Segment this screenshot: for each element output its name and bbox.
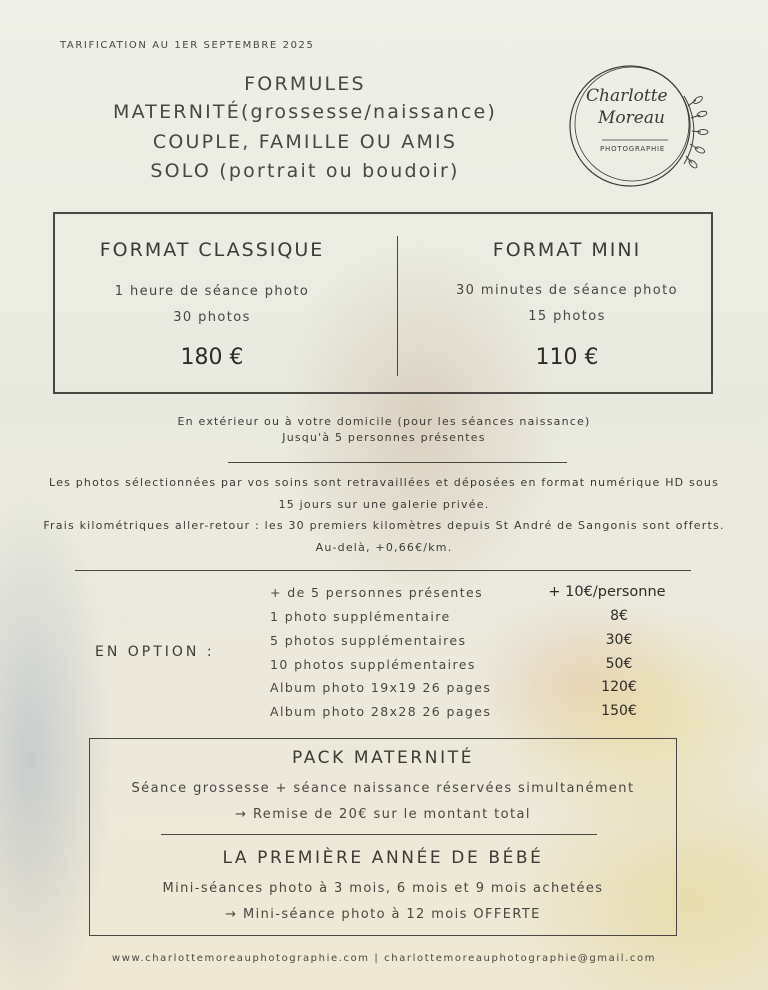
delivery-note-line2: 15 jours sur une galerie privée. bbox=[278, 498, 490, 511]
option-price: 50€ bbox=[605, 656, 633, 672]
option-price: + 10€/personne bbox=[548, 584, 666, 600]
baby-year-pack-offer: → Mini-séance photo à 12 mois OFFERTE bbox=[225, 907, 541, 922]
option-name: Album photo 28x28 26 pages bbox=[270, 704, 492, 719]
classic-format-duration: 1 heure de séance photo bbox=[114, 284, 310, 299]
logo-name-last: Moreau bbox=[598, 108, 665, 128]
option-name: Album photo 19x19 26 pages bbox=[270, 680, 492, 695]
option-price: 8€ bbox=[610, 608, 628, 624]
maternity-pack-title: PACK MATERNITÉ bbox=[291, 748, 475, 768]
options-label: EN OPTION : bbox=[95, 644, 215, 660]
people-note: Jusqu'à 5 personnes présentes bbox=[282, 431, 486, 444]
option-name: 1 photo supplémentaire bbox=[270, 609, 451, 624]
formula-maternity: MATERNITÉ(grossesse/naissance) bbox=[112, 101, 498, 123]
baby-year-pack-title: LA PREMIÈRE ANNÉE DE BÉBÉ bbox=[222, 848, 544, 868]
logo-tagline: PHOTOGRAPHIE bbox=[600, 145, 666, 153]
formula-couple-family: COUPLE, FAMILLE OU AMIS bbox=[152, 131, 458, 153]
mini-format-price: 110 € bbox=[535, 345, 599, 370]
logo-name-first: Charlotte bbox=[586, 86, 668, 106]
maternity-pack-discount: → Remise de 20€ sur le montant total bbox=[235, 807, 531, 822]
pricing-date-note: TARIFICATION AU 1ER SEPTEMBRE 2025 bbox=[60, 40, 315, 51]
classic-format-price: 180 € bbox=[180, 345, 244, 370]
mini-format-photos: 15 photos bbox=[528, 309, 606, 324]
location-note: En extérieur ou à votre domicile (pour les séances naissance) bbox=[177, 415, 591, 428]
divider bbox=[161, 834, 597, 835]
option-price: 30€ bbox=[605, 632, 633, 648]
formulas-heading: FORMULES bbox=[244, 73, 366, 95]
formats-divider bbox=[397, 236, 398, 376]
mini-format-title: FORMAT MINI bbox=[492, 239, 642, 261]
option-name: 10 photos supplémentaires bbox=[270, 657, 476, 672]
travel-fees-line1: Frais kilométriques aller-retour : les 30 premiers kilomètres depuis St André de Sangonis sont offerts. bbox=[43, 519, 725, 532]
option-name: 5 photos supplémentaires bbox=[270, 633, 467, 648]
option-name: + de 5 personnes présentes bbox=[270, 585, 484, 600]
option-price: 150€ bbox=[601, 703, 637, 719]
classic-format-photos: 30 photos bbox=[173, 310, 251, 325]
divider bbox=[75, 570, 691, 571]
delivery-note-line1: Les photos sélectionnées par vos soins sont retravaillées et déposées en format numérique HD sous bbox=[48, 476, 720, 489]
divider bbox=[228, 462, 567, 463]
option-price: 120€ bbox=[601, 679, 637, 695]
footer-contact: www.charlottemoreauphotographie.com | charlottemoreauphotographie@gmail.com bbox=[111, 953, 657, 964]
mini-format-duration: 30 minutes de séance photo bbox=[456, 283, 678, 298]
classic-format-title: FORMAT CLASSIQUE bbox=[99, 239, 325, 261]
maternity-pack-description: Séance grossesse + séance naissance réservées simultanément bbox=[131, 781, 635, 796]
travel-fees-line2: Au-delà, +0,66€/km. bbox=[315, 541, 453, 554]
formula-solo: SOLO (portrait ou boudoir) bbox=[150, 160, 460, 182]
brand-logo bbox=[556, 56, 720, 196]
baby-year-pack-description: Mini-séances photo à 3 mois, 6 mois et 9 mois achetées bbox=[162, 881, 604, 896]
